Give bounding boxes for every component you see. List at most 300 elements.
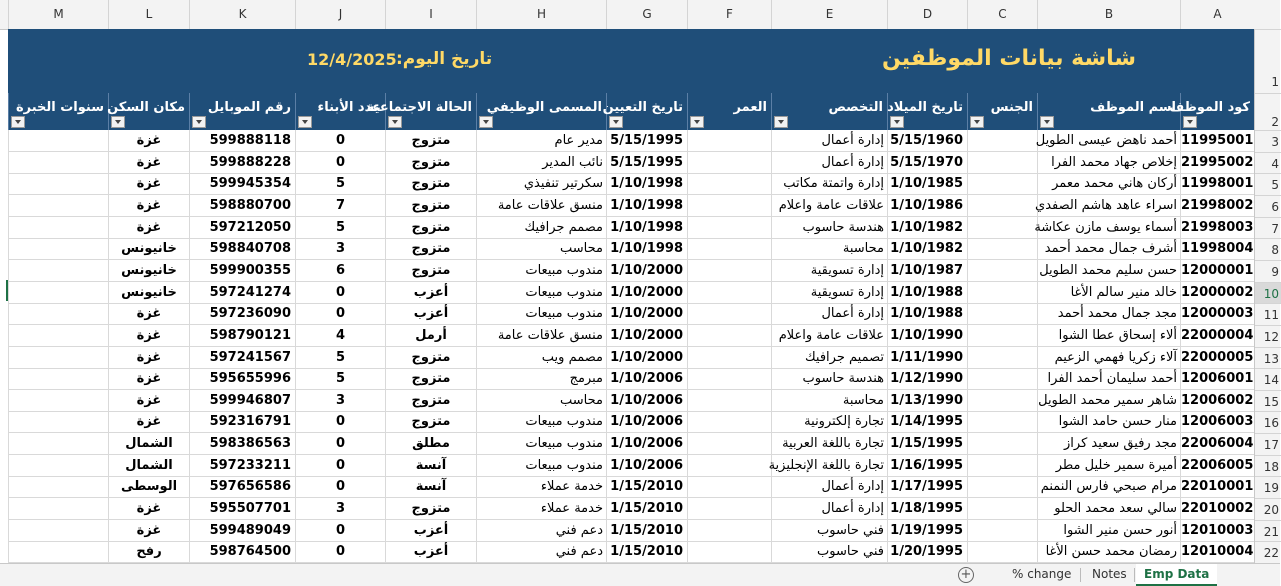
cell-gender[interactable] — [967, 347, 1037, 368]
cell-job-title[interactable]: خدمة عملاء — [476, 498, 606, 519]
cell-children-count[interactable]: 3 — [295, 390, 385, 411]
column-letter[interactable]: H — [476, 0, 606, 29]
cell-residence[interactable]: غزة — [108, 411, 189, 432]
cell-specialty[interactable]: فني حاسوب — [771, 541, 887, 562]
cell-emp-name[interactable]: اسراء عاهد هاشم الصفدي — [1037, 195, 1180, 216]
cell-children-count[interactable]: 3 — [295, 238, 385, 259]
cell-emp-code[interactable]: 12006003 — [1180, 411, 1254, 432]
cell-residence[interactable]: الشمال — [108, 455, 189, 476]
cell-marital-status[interactable]: أرمل — [385, 325, 476, 346]
cell-specialty[interactable]: إدارة واتمتة مكاتب — [771, 173, 887, 194]
cell-marital-status[interactable]: متزوج — [385, 238, 476, 259]
cell-emp-name[interactable]: خالد منير سالم الأغا — [1037, 282, 1180, 303]
cell-experience-years[interactable] — [8, 433, 108, 454]
row-number[interactable]: 5 — [1255, 173, 1281, 195]
cell-job-title[interactable]: مصمم ويب — [476, 347, 606, 368]
column-letter[interactable]: E — [771, 0, 887, 29]
column-letter[interactable]: G — [606, 0, 687, 29]
cell-children-count[interactable]: 0 — [295, 433, 385, 454]
cell-gender[interactable] — [967, 541, 1037, 562]
cell-mobile[interactable]: 597241567 — [189, 347, 295, 368]
cell-mobile[interactable]: 598790121 — [189, 325, 295, 346]
cell-emp-code[interactable]: 12000003 — [1180, 303, 1254, 324]
cell-emp-code[interactable]: 21998003 — [1180, 217, 1254, 238]
filter-dropdown-icon[interactable] — [192, 116, 206, 128]
cell-emp-name[interactable]: مجد رفيق سعيد كراز — [1037, 433, 1180, 454]
cell-experience-years[interactable] — [8, 347, 108, 368]
cell-age[interactable] — [687, 390, 771, 411]
cell-age[interactable] — [687, 455, 771, 476]
row-number[interactable]: 18 — [1255, 455, 1281, 477]
cell-age[interactable] — [687, 325, 771, 346]
cell-gender[interactable] — [967, 173, 1037, 194]
cell-hire-date[interactable]: 1/10/2000 — [606, 347, 687, 368]
cell-hire-date[interactable]: 1/10/1998 — [606, 173, 687, 194]
cell-experience-years[interactable] — [8, 325, 108, 346]
column-letter[interactable]: I — [385, 0, 476, 29]
cell-experience-years[interactable] — [8, 455, 108, 476]
cell-experience-years[interactable] — [8, 173, 108, 194]
cell-mobile[interactable]: 597212050 — [189, 217, 295, 238]
cell-birth-date[interactable]: 1/10/1988 — [887, 282, 967, 303]
cell-marital-status[interactable]: مطلق — [385, 433, 476, 454]
cell-birth-date[interactable]: 1/10/1988 — [887, 303, 967, 324]
row-number[interactable]: 2 — [1255, 93, 1281, 130]
cell-experience-years[interactable] — [8, 368, 108, 389]
cell-marital-status[interactable]: آنسة — [385, 476, 476, 497]
cell-mobile[interactable]: 598386563 — [189, 433, 295, 454]
cell-hire-date[interactable]: 5/15/1995 — [606, 152, 687, 173]
filter-dropdown-icon[interactable] — [690, 116, 704, 128]
cell-age[interactable] — [687, 303, 771, 324]
cell-emp-name[interactable]: رمضان محمد حسن الأغا — [1037, 541, 1180, 562]
cell-residence[interactable]: الشمال — [108, 433, 189, 454]
cell-children-count[interactable]: 4 — [295, 325, 385, 346]
cell-hire-date[interactable]: 1/10/2006 — [606, 455, 687, 476]
cell-emp-name[interactable]: أحمد سليمان أحمد الفرا — [1037, 368, 1180, 389]
cell-specialty[interactable]: إدارة أعمال — [771, 130, 887, 151]
cell-children-count[interactable]: 5 — [295, 368, 385, 389]
cell-marital-status[interactable]: متزوج — [385, 368, 476, 389]
cell-age[interactable] — [687, 282, 771, 303]
cell-hire-date[interactable]: 1/10/1998 — [606, 217, 687, 238]
cell-specialty[interactable]: إدارة أعمال — [771, 303, 887, 324]
cell-experience-years[interactable] — [8, 238, 108, 259]
cell-job-title[interactable]: مصمم جرافيك — [476, 217, 606, 238]
cell-emp-code[interactable]: 11995001 — [1180, 130, 1254, 151]
cell-age[interactable] — [687, 238, 771, 259]
cell-marital-status[interactable]: أعزب — [385, 541, 476, 562]
cell-mobile[interactable]: 595507701 — [189, 498, 295, 519]
cell-emp-code[interactable]: 11998001 — [1180, 173, 1254, 194]
cell-residence[interactable]: رفح — [108, 541, 189, 562]
cell-experience-years[interactable] — [8, 282, 108, 303]
cell-job-title[interactable]: مندوب مبيعات — [476, 260, 606, 281]
plus-circle-icon[interactable]: + — [958, 567, 974, 583]
cell-gender[interactable] — [967, 217, 1037, 238]
column-letter[interactable]: D — [887, 0, 967, 29]
cell-emp-code[interactable]: 22006004 — [1180, 433, 1254, 454]
cell-hire-date[interactable]: 1/10/2000 — [606, 303, 687, 324]
cell-job-title[interactable]: مندوب مبيعات — [476, 303, 606, 324]
cell-specialty[interactable]: علاقات عامة واعلام — [771, 195, 887, 216]
cell-birth-date[interactable]: 1/17/1995 — [887, 476, 967, 497]
cell-gender[interactable] — [967, 303, 1037, 324]
cell-residence[interactable]: خانيونس — [108, 282, 189, 303]
cell-marital-status[interactable]: متزوج — [385, 217, 476, 238]
cell-age[interactable] — [687, 217, 771, 238]
cell-residence[interactable]: غزة — [108, 325, 189, 346]
cell-specialty[interactable]: محاسبة — [771, 390, 887, 411]
cell-hire-date[interactable]: 1/10/2000 — [606, 282, 687, 303]
cell-children-count[interactable]: 7 — [295, 195, 385, 216]
cell-emp-code[interactable]: 12006001 — [1180, 368, 1254, 389]
cell-job-title[interactable]: منسق علاقات عامة — [476, 195, 606, 216]
cell-residence[interactable]: غزة — [108, 195, 189, 216]
cell-marital-status[interactable]: متزوج — [385, 173, 476, 194]
cell-gender[interactable] — [967, 238, 1037, 259]
cell-mobile[interactable]: 599888228 — [189, 152, 295, 173]
filter-dropdown-icon[interactable] — [774, 116, 788, 128]
cell-emp-name[interactable]: حسن سليم محمد الطويل — [1037, 260, 1180, 281]
cell-specialty[interactable]: إدارة تسويقية — [771, 282, 887, 303]
filter-dropdown-icon[interactable] — [388, 116, 402, 128]
column-letter[interactable]: L — [108, 0, 189, 29]
column-letter[interactable]: K — [189, 0, 295, 29]
cell-hire-date[interactable]: 1/10/1998 — [606, 238, 687, 259]
row-number[interactable]: 20 — [1255, 498, 1281, 520]
cell-mobile[interactable]: 597233211 — [189, 455, 295, 476]
cell-birth-date[interactable]: 1/10/1982 — [887, 238, 967, 259]
row-number[interactable]: 15 — [1255, 390, 1281, 412]
cell-birth-date[interactable]: 1/16/1995 — [887, 455, 967, 476]
cell-hire-date[interactable]: 1/10/2006 — [606, 390, 687, 411]
column-letter[interactable]: C — [967, 0, 1037, 29]
row-number[interactable]: 12 — [1255, 325, 1281, 347]
cell-age[interactable] — [687, 152, 771, 173]
column-letter[interactable]: M — [8, 0, 108, 29]
cell-gender[interactable] — [967, 368, 1037, 389]
cell-emp-code[interactable]: 22010001 — [1180, 476, 1254, 497]
cell-experience-years[interactable] — [8, 541, 108, 562]
cell-emp-name[interactable]: أسماء يوسف مازن عكاشة — [1037, 217, 1180, 238]
cell-emp-name[interactable]: أنور حسن منير الشوا — [1037, 520, 1180, 541]
cell-experience-years[interactable] — [8, 498, 108, 519]
row-number[interactable]: 11 — [1255, 303, 1281, 325]
cell-emp-code[interactable]: 22010002 — [1180, 498, 1254, 519]
cell-emp-name[interactable]: مجد جمال محمد أحمد — [1037, 303, 1180, 324]
cell-residence[interactable]: غزة — [108, 390, 189, 411]
filter-dropdown-icon[interactable] — [1183, 116, 1197, 128]
cell-emp-code[interactable]: 12000002 — [1180, 282, 1254, 303]
cell-experience-years[interactable] — [8, 303, 108, 324]
cell-birth-date[interactable]: 1/12/1990 — [887, 368, 967, 389]
cell-mobile[interactable]: 598880700 — [189, 195, 295, 216]
cell-marital-status[interactable]: أعزب — [385, 303, 476, 324]
cell-children-count[interactable]: 0 — [295, 476, 385, 497]
cell-experience-years[interactable] — [8, 390, 108, 411]
cell-birth-date[interactable]: 1/10/1985 — [887, 173, 967, 194]
filter-dropdown-icon[interactable] — [1040, 116, 1054, 128]
cell-mobile[interactable]: 597656586 — [189, 476, 295, 497]
cell-experience-years[interactable] — [8, 130, 108, 151]
row-number[interactable]: 8 — [1255, 238, 1281, 260]
cell-emp-code[interactable]: 12006002 — [1180, 390, 1254, 411]
cell-specialty[interactable]: هندسة حاسوب — [771, 217, 887, 238]
cell-job-title[interactable]: منسق علاقات عامة — [476, 325, 606, 346]
cell-emp-code[interactable]: 22000004 — [1180, 325, 1254, 346]
cell-age[interactable] — [687, 260, 771, 281]
row-number[interactable]: 13 — [1255, 347, 1281, 369]
cell-children-count[interactable]: 0 — [295, 455, 385, 476]
cell-children-count[interactable]: 0 — [295, 520, 385, 541]
filter-dropdown-icon[interactable] — [11, 116, 25, 128]
cell-experience-years[interactable] — [8, 476, 108, 497]
cell-emp-name[interactable]: آلاء زكريا فهمي الزعيم — [1037, 347, 1180, 368]
cell-mobile[interactable]: 598840708 — [189, 238, 295, 259]
cell-birth-date[interactable]: 1/10/1982 — [887, 217, 967, 238]
cell-emp-code[interactable]: 21995002 — [1180, 152, 1254, 173]
cell-emp-name[interactable]: ألاء إسحاق عطا الشوا — [1037, 325, 1180, 346]
cell-job-title[interactable]: دعم فني — [476, 541, 606, 562]
cell-job-title[interactable]: مندوب مبيعات — [476, 411, 606, 432]
cell-specialty[interactable]: محاسبة — [771, 238, 887, 259]
cell-age[interactable] — [687, 347, 771, 368]
cell-mobile[interactable]: 599489049 — [189, 520, 295, 541]
row-number[interactable]: 1 — [1255, 29, 1281, 93]
tab-notes[interactable]: Notes — [1092, 567, 1127, 581]
cell-job-title[interactable]: مندوب مبيعات — [476, 455, 606, 476]
cell-specialty[interactable]: هندسة حاسوب — [771, 368, 887, 389]
cell-children-count[interactable]: 3 — [295, 498, 385, 519]
cell-age[interactable] — [687, 173, 771, 194]
tab-emp-data[interactable]: Emp Data — [1136, 564, 1217, 586]
cell-marital-status[interactable]: متزوج — [385, 390, 476, 411]
cell-birth-date[interactable]: 1/10/1990 — [887, 325, 967, 346]
cell-hire-date[interactable]: 1/10/2006 — [606, 433, 687, 454]
cell-children-count[interactable]: 5 — [295, 173, 385, 194]
cell-residence[interactable]: الوسطى — [108, 476, 189, 497]
cell-hire-date[interactable]: 1/10/2006 — [606, 368, 687, 389]
cell-gender[interactable] — [967, 411, 1037, 432]
cell-specialty[interactable]: تجارة إلكترونية — [771, 411, 887, 432]
cell-gender[interactable] — [967, 260, 1037, 281]
filter-dropdown-icon[interactable] — [111, 116, 125, 128]
cell-job-title[interactable]: محاسب — [476, 390, 606, 411]
cell-emp-name[interactable]: منار حسن حامد الشوا — [1037, 411, 1180, 432]
cell-gender[interactable] — [967, 152, 1037, 173]
cell-hire-date[interactable]: 5/15/1995 — [606, 130, 687, 151]
row-number[interactable]: 19 — [1255, 476, 1281, 498]
row-number[interactable]: 10 — [1255, 282, 1281, 304]
cell-emp-code[interactable]: 22000005 — [1180, 347, 1254, 368]
cell-age[interactable] — [687, 520, 771, 541]
cell-children-count[interactable]: 5 — [295, 217, 385, 238]
cell-gender[interactable] — [967, 433, 1037, 454]
column-letter[interactable]: F — [687, 0, 771, 29]
cell-gender[interactable] — [967, 476, 1037, 497]
cell-residence[interactable]: غزة — [108, 173, 189, 194]
cell-emp-name[interactable]: أميرة سمير خليل مطر — [1037, 455, 1180, 476]
cell-age[interactable] — [687, 433, 771, 454]
cell-residence[interactable]: خانيونس — [108, 238, 189, 259]
cell-residence[interactable]: غزة — [108, 217, 189, 238]
cell-age[interactable] — [687, 498, 771, 519]
filter-dropdown-icon[interactable] — [479, 116, 493, 128]
cell-specialty[interactable]: إدارة أعمال — [771, 476, 887, 497]
cell-marital-status[interactable]: أعزب — [385, 282, 476, 303]
cell-mobile[interactable]: 598764500 — [189, 541, 295, 562]
row-number[interactable]: 6 — [1255, 195, 1281, 217]
row-number[interactable]: 9 — [1255, 260, 1281, 282]
cell-mobile[interactable]: 597241274 — [189, 282, 295, 303]
cell-birth-date[interactable]: 1/14/1995 — [887, 411, 967, 432]
cell-gender[interactable] — [967, 325, 1037, 346]
cell-birth-date[interactable]: 1/19/1995 — [887, 520, 967, 541]
cell-experience-years[interactable] — [8, 411, 108, 432]
column-letter[interactable]: A — [1180, 0, 1254, 29]
cell-emp-code[interactable]: 12010003 — [1180, 520, 1254, 541]
cell-emp-code[interactable]: 11998004 — [1180, 238, 1254, 259]
cell-hire-date[interactable]: 1/10/2000 — [606, 325, 687, 346]
cell-mobile[interactable]: 599946807 — [189, 390, 295, 411]
row-number[interactable]: 16 — [1255, 411, 1281, 433]
cell-children-count[interactable]: 6 — [295, 260, 385, 281]
cell-specialty[interactable]: تجارة باللغة العربية — [771, 433, 887, 454]
cell-birth-date[interactable]: 1/20/1995 — [887, 541, 967, 562]
cell-marital-status[interactable]: متزوج — [385, 260, 476, 281]
cell-hire-date[interactable]: 1/15/2010 — [606, 476, 687, 497]
cell-job-title[interactable]: مندوب مبيعات — [476, 433, 606, 454]
cell-birth-date[interactable]: 5/15/1970 — [887, 152, 967, 173]
cell-job-title[interactable]: خدمة عملاء — [476, 476, 606, 497]
row-number[interactable]: 4 — [1255, 152, 1281, 174]
cell-hire-date[interactable]: 1/15/2010 — [606, 520, 687, 541]
cell-age[interactable] — [687, 411, 771, 432]
row-number[interactable]: 7 — [1255, 217, 1281, 239]
cell-job-title[interactable]: نائب المدير — [476, 152, 606, 173]
row-number[interactable]: 14 — [1255, 368, 1281, 390]
filter-dropdown-icon[interactable] — [298, 116, 312, 128]
cell-emp-name[interactable]: شاهر سمير محمد الطويل — [1037, 390, 1180, 411]
cell-specialty[interactable]: فني حاسوب — [771, 520, 887, 541]
row-number[interactable]: 22 — [1255, 541, 1281, 563]
cell-experience-years[interactable] — [8, 195, 108, 216]
tab-percent-change[interactable]: % change — [1012, 567, 1072, 581]
cell-gender[interactable] — [967, 455, 1037, 476]
cell-experience-years[interactable] — [8, 520, 108, 541]
cell-emp-code[interactable]: 22006005 — [1180, 455, 1254, 476]
cell-marital-status[interactable]: متزوج — [385, 195, 476, 216]
cell-children-count[interactable]: 0 — [295, 130, 385, 151]
cell-mobile[interactable]: 599945354 — [189, 173, 295, 194]
cell-hire-date[interactable]: 1/10/2000 — [606, 260, 687, 281]
cell-job-title[interactable]: مدير عام — [476, 130, 606, 151]
cell-specialty[interactable]: إدارة تسويقية — [771, 260, 887, 281]
cell-birth-date[interactable]: 1/10/1987 — [887, 260, 967, 281]
cell-emp-code[interactable]: 21998002 — [1180, 195, 1254, 216]
cell-children-count[interactable]: 0 — [295, 541, 385, 562]
cell-marital-status[interactable]: آنسة — [385, 455, 476, 476]
cell-birth-date[interactable]: 1/13/1990 — [887, 390, 967, 411]
cell-job-title[interactable]: مندوب مبيعات — [476, 282, 606, 303]
cell-residence[interactable]: غزة — [108, 130, 189, 151]
cell-experience-years[interactable] — [8, 152, 108, 173]
row-number[interactable]: 21 — [1255, 520, 1281, 542]
cell-emp-name[interactable]: سالي سعد محمد الحلو — [1037, 498, 1180, 519]
cell-marital-status[interactable]: متزوج — [385, 152, 476, 173]
cell-residence[interactable]: غزة — [108, 498, 189, 519]
cell-age[interactable] — [687, 130, 771, 151]
cell-job-title[interactable]: سكرتير تنفيذي — [476, 173, 606, 194]
cell-marital-status[interactable]: متزوج — [385, 347, 476, 368]
cell-children-count[interactable]: 0 — [295, 282, 385, 303]
cell-mobile[interactable]: 597236090 — [189, 303, 295, 324]
column-letter[interactable]: J — [295, 0, 385, 29]
cell-children-count[interactable]: 5 — [295, 347, 385, 368]
cell-gender[interactable] — [967, 282, 1037, 303]
filter-dropdown-icon[interactable] — [890, 116, 904, 128]
cell-residence[interactable]: غزة — [108, 520, 189, 541]
cell-residence[interactable]: غزة — [108, 303, 189, 324]
cell-marital-status[interactable]: متزوج — [385, 498, 476, 519]
cell-birth-date[interactable]: 1/11/1990 — [887, 347, 967, 368]
cell-birth-date[interactable]: 1/18/1995 — [887, 498, 967, 519]
cell-age[interactable] — [687, 476, 771, 497]
cell-children-count[interactable]: 0 — [295, 303, 385, 324]
cell-hire-date[interactable]: 1/10/2006 — [606, 411, 687, 432]
cell-mobile[interactable]: 592316791 — [189, 411, 295, 432]
filter-dropdown-icon[interactable] — [609, 116, 623, 128]
cell-marital-status[interactable]: أعزب — [385, 520, 476, 541]
cell-gender[interactable] — [967, 195, 1037, 216]
cell-residence[interactable]: خانيونس — [108, 260, 189, 281]
cell-age[interactable] — [687, 368, 771, 389]
cell-specialty[interactable]: إدارة أعمال — [771, 152, 887, 173]
cell-emp-name[interactable]: أحمد ناهض عيسى الطويل — [1037, 130, 1180, 151]
cell-age[interactable] — [687, 541, 771, 562]
cell-hire-date[interactable]: 1/15/2010 — [606, 541, 687, 562]
cell-hire-date[interactable]: 1/15/2010 — [606, 498, 687, 519]
cell-emp-name[interactable]: مرام صبحي فارس النمنم — [1037, 476, 1180, 497]
cell-emp-name[interactable]: أشرف جمال محمد أحمد — [1037, 238, 1180, 259]
cell-children-count[interactable]: 0 — [295, 411, 385, 432]
cell-birth-date[interactable]: 1/10/1986 — [887, 195, 967, 216]
cell-emp-code[interactable]: 12010004 — [1180, 541, 1254, 562]
cell-job-title[interactable]: دعم فني — [476, 520, 606, 541]
row-number[interactable]: 17 — [1255, 433, 1281, 455]
cell-gender[interactable] — [967, 498, 1037, 519]
filter-dropdown-icon[interactable] — [970, 116, 984, 128]
cell-marital-status[interactable]: متزوج — [385, 130, 476, 151]
cell-specialty[interactable]: تجارة باللغة الإنجليزية — [771, 455, 887, 476]
cell-experience-years[interactable] — [8, 260, 108, 281]
cell-birth-date[interactable]: 5/15/1960 — [887, 130, 967, 151]
cell-residence[interactable]: غزة — [108, 368, 189, 389]
cell-specialty[interactable]: علاقات عامة واعلام — [771, 325, 887, 346]
cell-job-title[interactable]: مبرمج — [476, 368, 606, 389]
cell-emp-name[interactable]: أركان هاني محمد معمر — [1037, 173, 1180, 194]
cell-specialty[interactable]: إدارة أعمال — [771, 498, 887, 519]
column-letter[interactable]: B — [1037, 0, 1180, 29]
cell-emp-name[interactable]: إخلاص جهاد محمد الفرا — [1037, 152, 1180, 173]
cell-age[interactable] — [687, 195, 771, 216]
cell-gender[interactable] — [967, 390, 1037, 411]
cell-children-count[interactable]: 0 — [295, 152, 385, 173]
row-number[interactable]: 3 — [1255, 130, 1281, 152]
cell-residence[interactable]: غزة — [108, 152, 189, 173]
cell-job-title[interactable]: محاسب — [476, 238, 606, 259]
